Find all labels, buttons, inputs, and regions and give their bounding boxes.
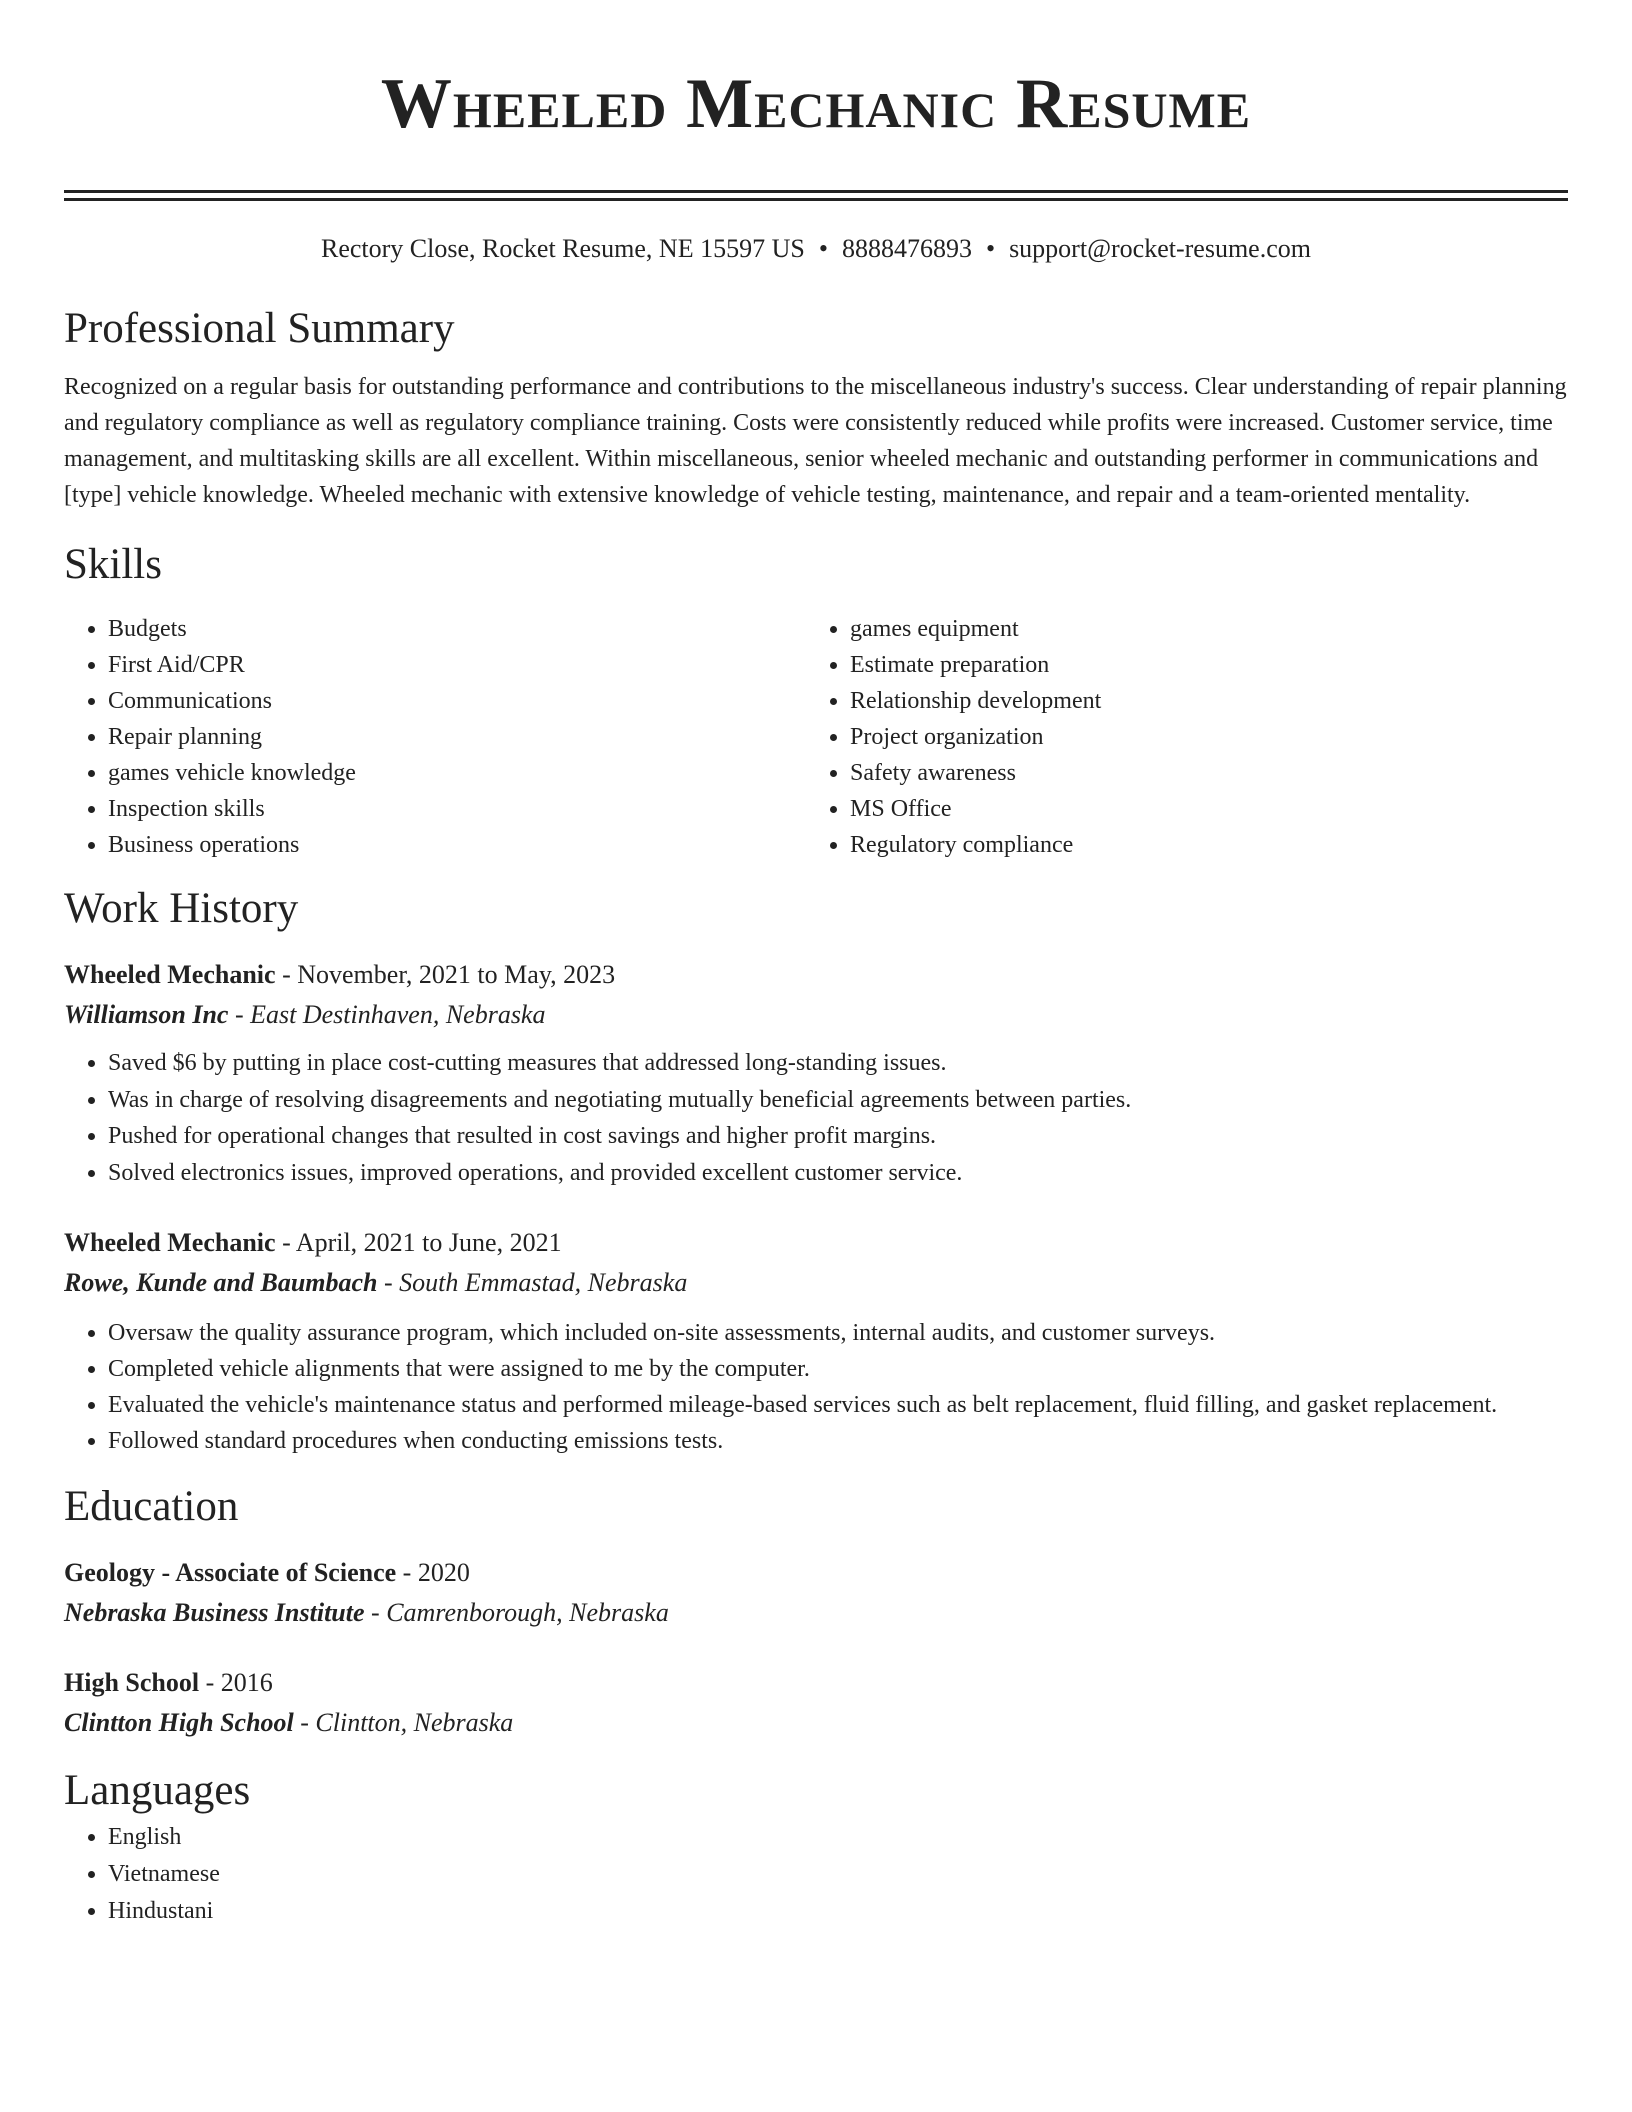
language-item: • Hindustani: [108, 1893, 1568, 1930]
skill-item: • Budgets: [108, 611, 806, 647]
job-bullets: [64, 1315, 1568, 1459]
education-location: - Camrenborough, Nebraska: [364, 1598, 669, 1627]
work-history-heading: Work History: [64, 885, 299, 932]
contact-address: Rectory Close, Rocket Resume, NE 15597 US: [321, 234, 805, 263]
job-company: Williamson Inc: [64, 1000, 229, 1029]
job-bullet: • Followed standard procedures when conducting emissions tests.: [108, 1423, 1568, 1459]
job-dates: - November, 2021 to May, 2023: [275, 960, 616, 989]
job-bullet: • Solved electronics issues, improved operations, and provided excellent customer service.: [108, 1155, 1568, 1192]
job-bullet: • Pushed for operational changes that resulted in cost savings and higher profit margins.: [108, 1118, 1568, 1155]
education-year: - 2016: [199, 1668, 273, 1697]
job-company: Rowe, Kunde and Baumbach: [64, 1268, 378, 1297]
education-school: Nebraska Business Institute: [64, 1598, 365, 1627]
job-location: - South Emmastad, Nebraska: [377, 1268, 688, 1297]
job-company-line: [64, 1263, 1568, 1303]
skill-item: • Business operations: [108, 827, 806, 863]
language-item: • Vietnamese: [108, 1856, 1568, 1893]
education-degree: High School: [64, 1668, 200, 1697]
contact-phone: 8888476893: [841, 234, 972, 263]
job-bullet: • Oversaw the quality assurance program, which included on-site assessments, internal audits, and customer surveys.: [108, 1315, 1568, 1351]
skills-right-list: [806, 611, 1548, 863]
skill-item: • Communications: [108, 683, 806, 719]
resume-title: Wheeled Mechanic Resume: [380, 65, 1252, 143]
skill-item: • First Aid/CPR: [108, 647, 806, 683]
education-degree: Geology - Associate of Science: [64, 1558, 397, 1587]
job-company-line: [64, 995, 1568, 1035]
skill-item: • Repair planning: [108, 719, 806, 755]
summary-text: Recognized on a regular basis for outstanding performance and contributions to the miscellaneous industry's success. Clear understanding of repair planning and regulatory compliance as well as regulatory compliance training. Costs were consistently reduced while profits were increased. Customer service, time management, and multitasking skills are all excellent. Within miscellaneous, senior wheeled mechanic and outstanding performer in communications and [type] vehicle knowledge. Wheeled mechanic with extensive knowledge of vehicle testing, maintenance, and repair and a team-oriented mentality.: [64, 374, 1567, 508]
contact-line: [64, 231, 1568, 267]
job-entry: [64, 1223, 1568, 1459]
education-entry: [64, 1553, 1568, 1633]
job-dates: - April, 2021 to June, 2021: [275, 1228, 562, 1257]
job-entry: [64, 955, 1568, 1191]
contact-separator: •: [818, 234, 828, 263]
education-year: - 2020: [396, 1558, 470, 1587]
job-bullet: • Was in charge of resolving disagreements and negotiating mutually beneficial agreements between parties.: [108, 1082, 1568, 1119]
job-bullet: • Evaluated the vehicle's maintenance status and performed mileage-based services such as belt replacement, fluid filling, and gasket replacement.: [108, 1387, 1568, 1423]
skills-heading: Skills: [64, 541, 162, 588]
skill-item: • games vehicle knowledge: [108, 755, 806, 791]
education-entry: [64, 1663, 1568, 1743]
skills-left-list: [64, 611, 806, 863]
languages-list: [64, 1819, 1568, 1930]
contact-email: support@rocket-resume.com: [1009, 234, 1311, 263]
education-location: - Clintton, Nebraska: [293, 1708, 514, 1737]
languages-heading: Languages: [64, 1767, 251, 1814]
job-bullet: • Saved $6 by putting in place cost-cutting measures that addressed long-standing issues.: [108, 1045, 1568, 1082]
skill-item: • Project organization: [850, 719, 1548, 755]
job-bullet: • Completed vehicle alignments that were assigned to me by the computer.: [108, 1351, 1568, 1387]
education-degree-line: [64, 1553, 1568, 1593]
skill-item: • Inspection skills: [108, 791, 806, 827]
skill-item: • Estimate preparation: [850, 647, 1548, 683]
skill-item: • Safety awareness: [850, 755, 1548, 791]
summary-heading: Professional Summary: [64, 305, 455, 352]
job-title: Wheeled Mechanic: [64, 960, 276, 989]
job-title-line: [64, 955, 1568, 995]
title-divider: [64, 190, 1568, 201]
education-degree-line: [64, 1663, 1568, 1703]
skill-item: • Relationship development: [850, 683, 1548, 719]
job-location: - East Destinhaven, Nebraska: [228, 1000, 546, 1029]
skills-columns: [64, 611, 1568, 863]
education-heading: Education: [64, 1483, 239, 1530]
job-title-line: [64, 1223, 1568, 1263]
skill-item: • MS Office: [850, 791, 1548, 827]
education-school-line: [64, 1593, 1568, 1633]
job-title: Wheeled Mechanic: [64, 1228, 276, 1257]
job-bullets: [64, 1045, 1568, 1191]
education-school: Clintton High School: [64, 1708, 294, 1737]
contact-separator: •: [985, 234, 996, 263]
language-item: • English: [108, 1819, 1568, 1856]
education-school-line: [64, 1703, 1568, 1743]
skill-item: • Regulatory compliance: [850, 827, 1548, 863]
skill-item: • games equipment: [850, 611, 1548, 647]
